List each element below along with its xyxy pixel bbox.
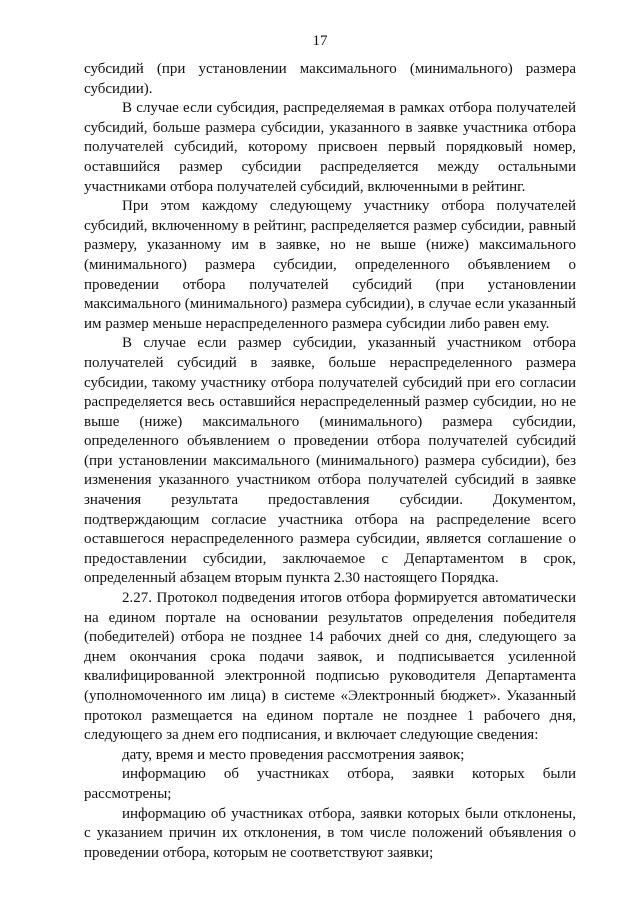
paragraph-2-27-protocol: 2.27. Протокол подведения итогов отбора формируется автоматически на едином портале на основании результатов определения победителя (победителей) отбора не позднее 14 рабочих дней со дня, следующего за днем окончания срока подачи заявок, и подписывается усиленной квалифицированной электронной подписью руководителя Департамента (уполномоченного им лица) в системе «Электронный бюджет». Указанный протокол размещается на едином портале не позднее 1 рабочего дня, следующего за днем его подписания, и включает следующие сведения:: [84, 590, 576, 744]
page-number: 17: [312, 33, 328, 49]
list-item-reviewed-participants: информацию об участниках отбора, заявки которых были рассмотрены;: [84, 766, 576, 802]
document-body: [84, 60, 576, 863]
list-item-rejected-participants: информацию об участниках отбора, заявки которых были отклонены, с указанием причин их отклонения, в том числе положений объявления о проведении отбора, которым не соответствуют заявки;: [84, 805, 576, 861]
paragraph-continuation: субсидий (при установлении максимального (минимального) размера субсидии).: [84, 61, 576, 97]
paragraph-each-next-participant: При этом каждому следующему участнику отбора получателей субсидий, включенному в рейтинг, распределяется размер субсидии, равный размеру, указанному им в заявке, но не выше (ниже) максимального (минимального) размера субсидии, определенного объявлением о проведении отбора получателей субсидий (при установлении максимального (минимального) размера субсидии), в случае если указанный им размер меньше нераспределенного размера субсидии либо равен ему.: [84, 198, 576, 332]
paragraph-size-exceeds-remainder: В случае если размер субсидии, указанный участником отбора получателей субсидий в заявке, больше нераспределенного размера субсидии, такому участнику отбора получателей субсидий при его согласии распределяется весь оставшийся нераспределенный размер субсидии, но не выше (ниже) максимального (минимального) размера субсидии, определенного объявлением о проведении отбора получателей субсидий (при установлении максимального (минимального) размера субсидии), без изменения указанного участником отбора получателей субсидий в заявке значения результата предоставления субсидии. Документом, подтверждающим согласие участника отбора на распределение всего оставшегося нераспределенного размера субсидии, является соглашение о предоставлении субсидии, заключаемое с Департаментом в срок, определенный абзацем вторым пункта 2.30 настоящего Порядка.: [84, 335, 576, 587]
list-item-date-time-place: дату, время и место проведения рассмотрения заявок;: [122, 746, 465, 763]
paragraph-distribution-remainder: В случае если субсидия, распределяемая в рамках отбора получателей субсидий, больше размера субсидии, указанного в заявке участника отбора получателей субсидий, которому присвоен первый порядковый номер, оставшийся размер субсидии распределяется между остальными участниками отбора получателей субсидий, включенными в рейтинг.: [84, 100, 576, 195]
